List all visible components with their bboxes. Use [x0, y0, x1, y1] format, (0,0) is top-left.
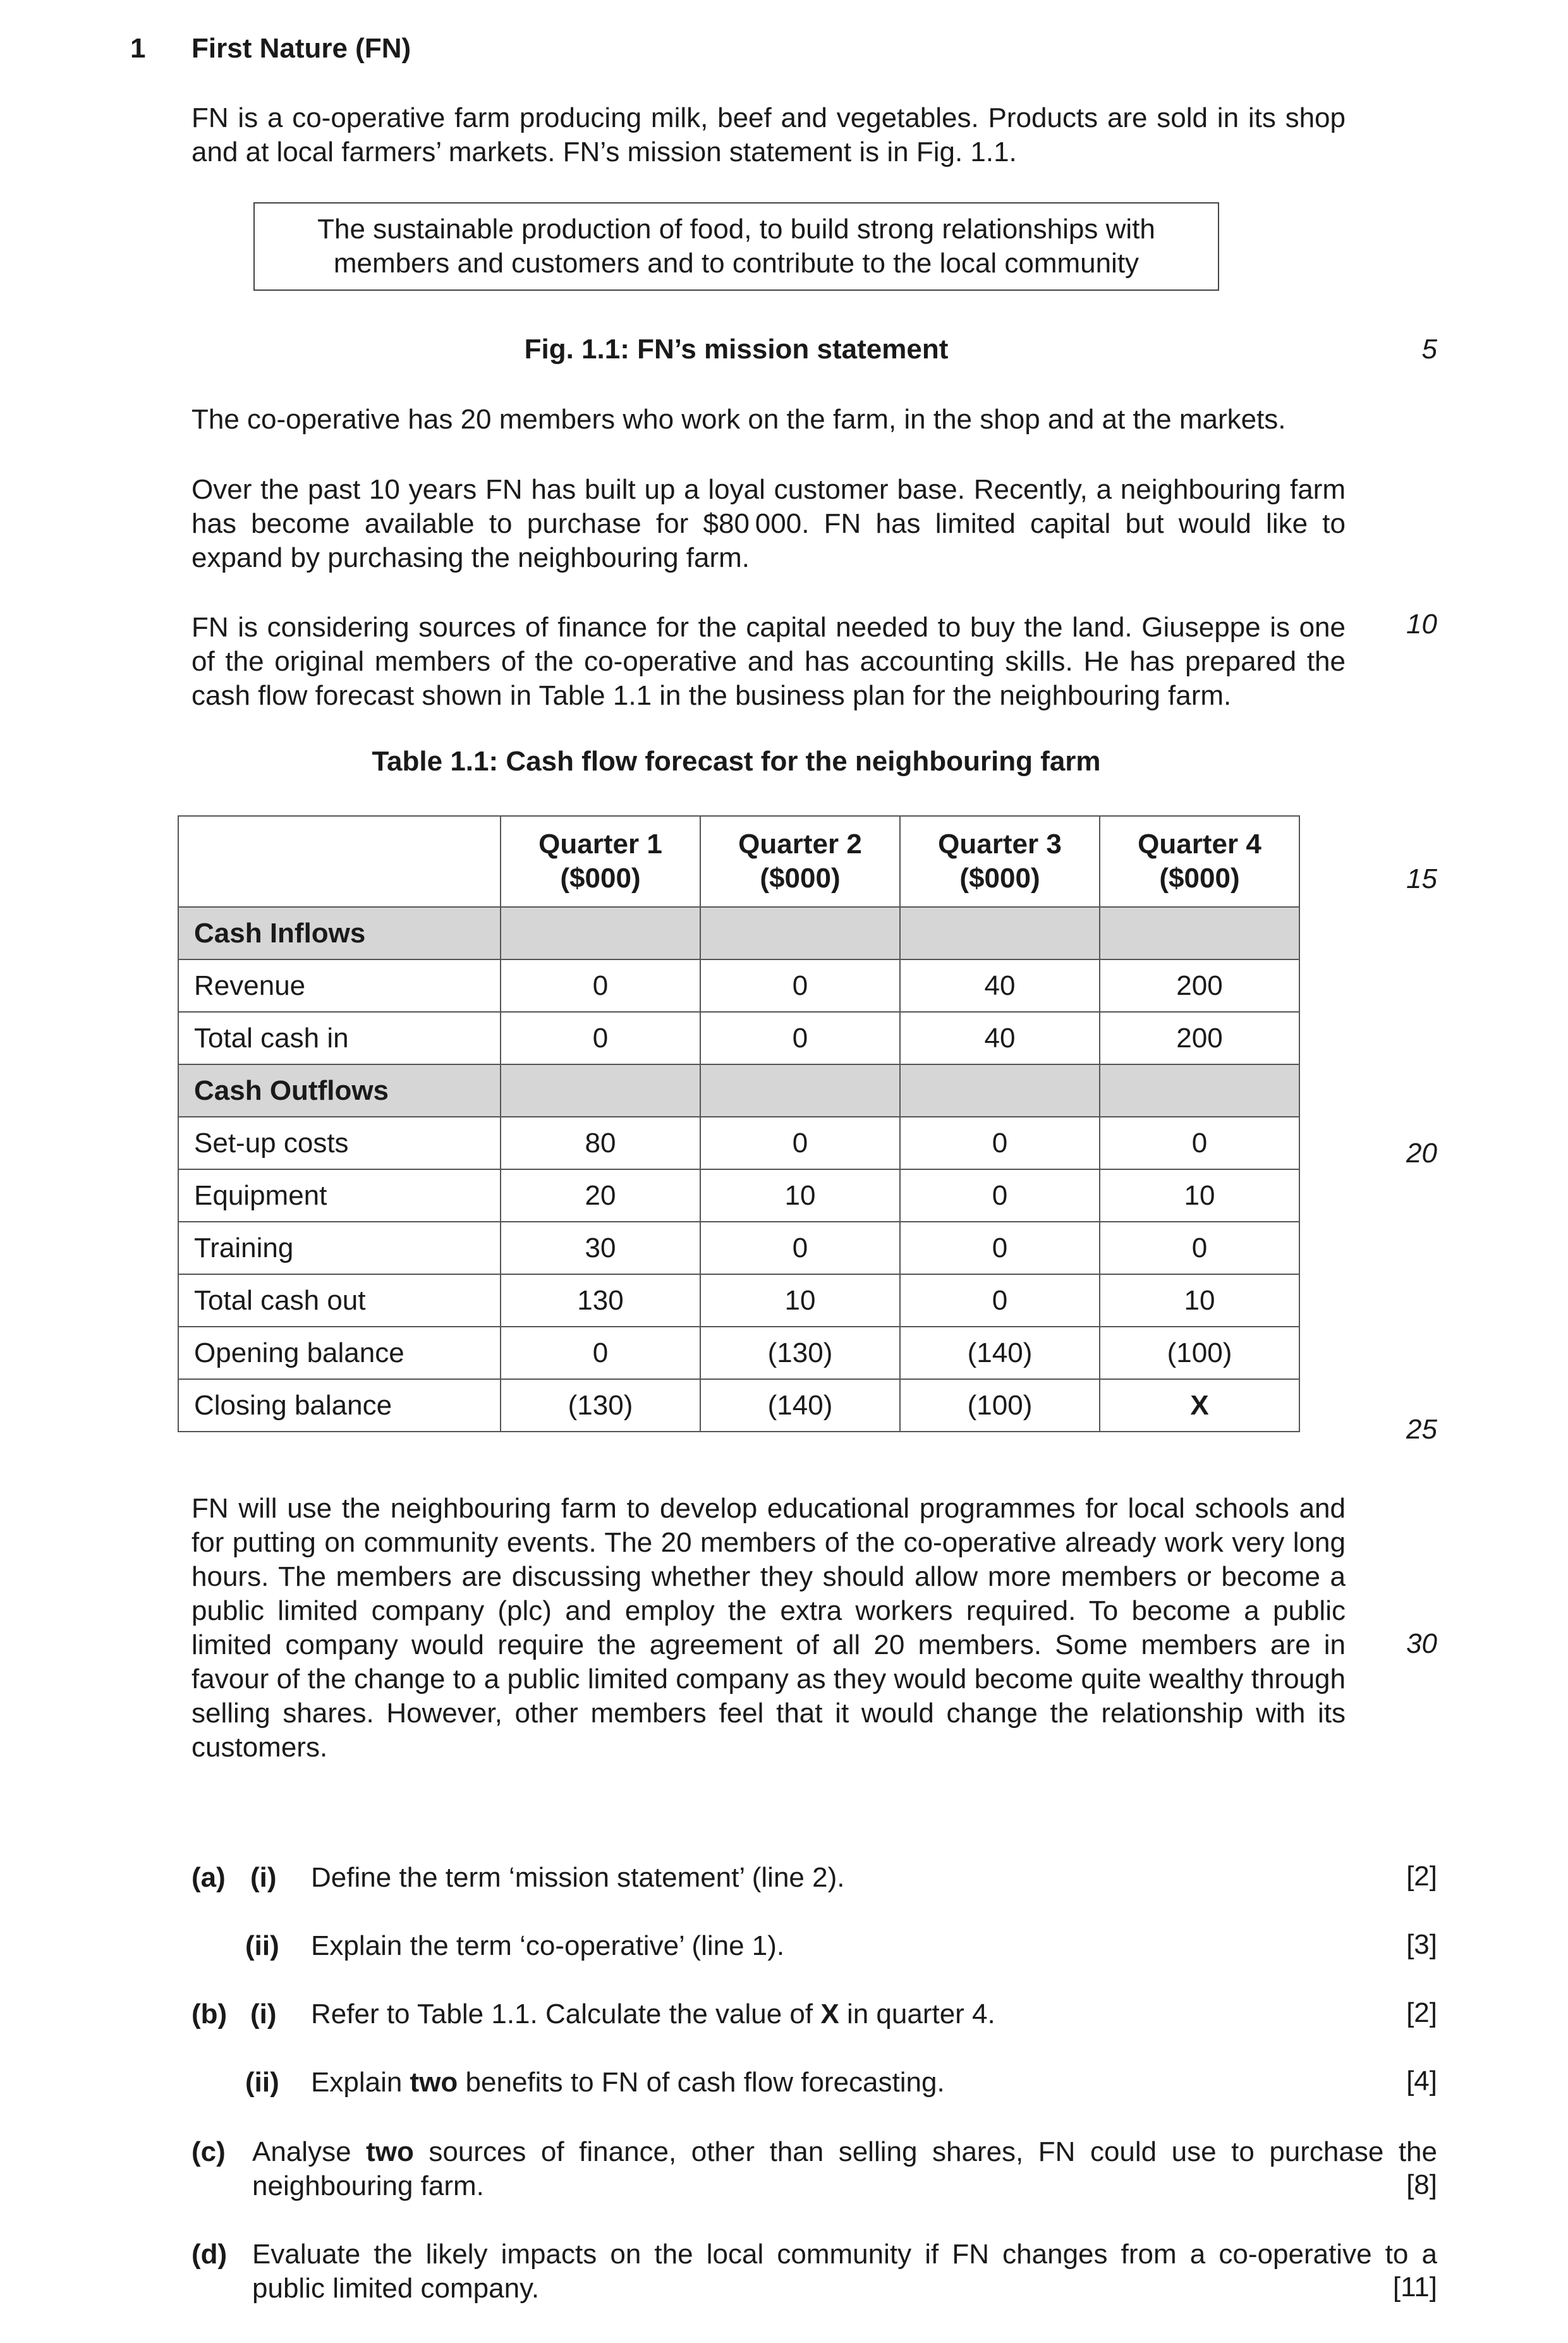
table-cell [501, 907, 700, 959]
table-row [178, 1379, 1299, 1432]
case-title: First Nature (FN) [191, 33, 411, 64]
row-label: Total cash in [178, 1012, 501, 1064]
table-cell [700, 907, 900, 959]
question-c-label: (c) [191, 2136, 226, 2167]
table-cell: 10 [700, 1169, 900, 1222]
table-cell: 200 [1100, 959, 1299, 1012]
question-c-marks: [8] [1406, 2169, 1437, 2200]
table-row [178, 1012, 1299, 1064]
question-d-text-line-2: public limited company. [252, 2273, 540, 2304]
table-cell: 0 [1100, 1117, 1299, 1169]
table-cell: (140) [900, 1327, 1100, 1379]
table-cell: 0 [900, 1222, 1100, 1274]
table-cell: 40 [900, 1012, 1100, 1064]
table-cell: (100) [900, 1379, 1100, 1432]
table-cell: 0 [900, 1117, 1100, 1169]
table-cell: 0 [900, 1169, 1100, 1222]
question-a-label: (a) [191, 1862, 226, 1893]
mission-line-1: The sustainable production of food, to build strong relationships with [317, 214, 1155, 245]
line-number-30: 30 [1406, 1628, 1437, 1659]
question-c-text: Analyse two sources of finance, other than selling shares, FN could use to purchase the [252, 2136, 1438, 2167]
row-label: Closing balance [178, 1379, 501, 1432]
table-cell-x: X [1100, 1379, 1299, 1432]
line-number-5: 5 [1421, 334, 1437, 365]
column-header-quarter-4: Quarter 4 ($000) [1100, 816, 1299, 907]
table-cell: 0 [501, 959, 700, 1012]
row-label: Total cash out [178, 1274, 501, 1327]
table-row [178, 1169, 1299, 1222]
question-a-i-label: (i) [250, 1862, 277, 1893]
table-cell: 10 [700, 1274, 900, 1327]
question-b-label: (b) [191, 1999, 228, 2030]
line-number-20: 20 [1406, 1138, 1437, 1169]
education-paragraph: FN will use the neighbouring farm to develop educational programmes for local schools and for putting on community events. The 20 members of the co-operative already work very long hours. The members are discussing whether they should allow more members or become a public limited company (plc) and employ the extra workers required. To become a public limited company would require the agreement of all 20 members. Some members are in favour of the change to a public limited company as they would become quite wealthy through selling shares. However, other members feel that it would change the relationship with its customers. [191, 1493, 1346, 1763]
customer-base-paragraph: Over the past 10 years FN has built up a loyal customer base. Recently, a neighbouring farm has become available to purchase for $80 000. FN has limited capital but would like to expand by purchasing the neighbouring farm. [191, 474, 1346, 573]
row-label: Cash Inflows [178, 907, 501, 959]
table-cell: 0 [1100, 1222, 1299, 1274]
table-cell: 0 [501, 1012, 700, 1064]
table-cell: 0 [900, 1274, 1100, 1327]
question-d-label: (d) [191, 2239, 228, 2270]
table-cell: 80 [501, 1117, 700, 1169]
table-cell: 30 [501, 1222, 700, 1274]
mission-statement-box [253, 202, 1219, 291]
table-cell [700, 1064, 900, 1117]
row-label: Equipment [178, 1169, 501, 1222]
finance-paragraph: FN is considering sources of finance for the capital needed to buy the land. Giuseppe is one of the original members of the co-operative and has accounting skills. He has prepared the cash flow forecast shown in Table 1.1 in the business plan for the neighbouring farm. [191, 612, 1346, 711]
question-b-ii-label: (ii) [245, 2067, 279, 2098]
question-a-i-text: Define the term ‘mission statement’ (line 2). [311, 1862, 845, 1893]
table-cell [900, 1064, 1100, 1117]
table-caption: Table 1.1: Cash flow forecast for the neighbouring farm [372, 746, 1101, 777]
question-b-ii-marks: [4] [1406, 2066, 1437, 2097]
members-paragraph: The co-operative has 20 members who work on the farm, in the shop and at the markets. [191, 404, 1286, 435]
question-a-ii-text: Explain the term ‘co-operative’ (line 1). [311, 1930, 785, 1961]
table-row [178, 1117, 1299, 1169]
column-header-quarter-2: Quarter 2 ($000) [700, 816, 900, 907]
table-cell: 10 [1100, 1169, 1299, 1222]
question-a-ii-label: (ii) [245, 1930, 279, 1961]
question-b-i-marks: [2] [1406, 1997, 1437, 2028]
column-header-quarter-3: Quarter 3 ($000) [900, 816, 1100, 907]
table-row [178, 959, 1299, 1012]
figure-caption: Fig. 1.1: FN’s mission statement [524, 334, 949, 365]
table-row [178, 1222, 1299, 1274]
table-cell [900, 907, 1100, 959]
table-cell: (130) [700, 1327, 900, 1379]
table-cell: 40 [900, 959, 1100, 1012]
table-cell: 0 [700, 959, 900, 1012]
question-d-marks: [11] [1392, 2272, 1437, 2303]
table-cell: 20 [501, 1169, 700, 1222]
line-number-10: 10 [1406, 609, 1437, 640]
table-section-row [178, 1064, 1299, 1117]
intro-paragraph: FN is a co-operative farm producing milk, beef and vegetables. Products are sold in its shop and at local farmers’ markets. FN’s mission statement is in Fig. 1.1. [191, 102, 1346, 167]
table-corner-cell [178, 816, 501, 907]
question-number: 1 [130, 33, 146, 64]
question-b-ii-text: Explain two benefits to FN of cash flow forecasting. [311, 2067, 945, 2098]
table-cell: 10 [1100, 1274, 1299, 1327]
table-cell: (130) [501, 1379, 700, 1432]
table-section-row [178, 907, 1299, 959]
table-cell: 130 [501, 1274, 700, 1327]
column-header-quarter-1: Quarter 1 ($000) [501, 816, 700, 907]
table-row [178, 1274, 1299, 1327]
question-a-i-marks: [2] [1406, 1861, 1437, 1892]
table-cell: (100) [1100, 1327, 1299, 1379]
row-label: Training [178, 1222, 501, 1274]
table-cell: 0 [700, 1222, 900, 1274]
table-cell [1100, 907, 1299, 959]
row-label: Set-up costs [178, 1117, 501, 1169]
question-a-ii-marks: [3] [1406, 1929, 1437, 1960]
table-cell [501, 1064, 700, 1117]
table-cell: 0 [700, 1117, 900, 1169]
question-b-i-text: Refer to Table 1.1. Calculate the value of X in quarter 4. [311, 1999, 995, 2030]
table-cell: 0 [501, 1327, 700, 1379]
table-cell: (140) [700, 1379, 900, 1432]
row-label: Cash Outflows [178, 1064, 501, 1117]
row-label: Revenue [178, 959, 501, 1012]
table-cell [1100, 1064, 1299, 1117]
row-label: Opening balance [178, 1327, 501, 1379]
table-row [178, 1327, 1299, 1379]
line-number-15: 15 [1406, 863, 1437, 894]
question-c-text-line-2: neighbouring farm. [252, 2170, 484, 2201]
table-cell: 0 [700, 1012, 900, 1064]
question-b-i-label: (i) [250, 1999, 277, 2030]
cash-flow-table [178, 815, 1300, 1432]
table-header-row [178, 816, 1299, 907]
mission-line-2: members and customers and to contribute to the local community [333, 248, 1140, 279]
line-number-25: 25 [1406, 1414, 1437, 1445]
question-d-text: Evaluate the likely impacts on the local community if FN changes from a co-operative to a [252, 2239, 1437, 2270]
table-cell: 200 [1100, 1012, 1299, 1064]
